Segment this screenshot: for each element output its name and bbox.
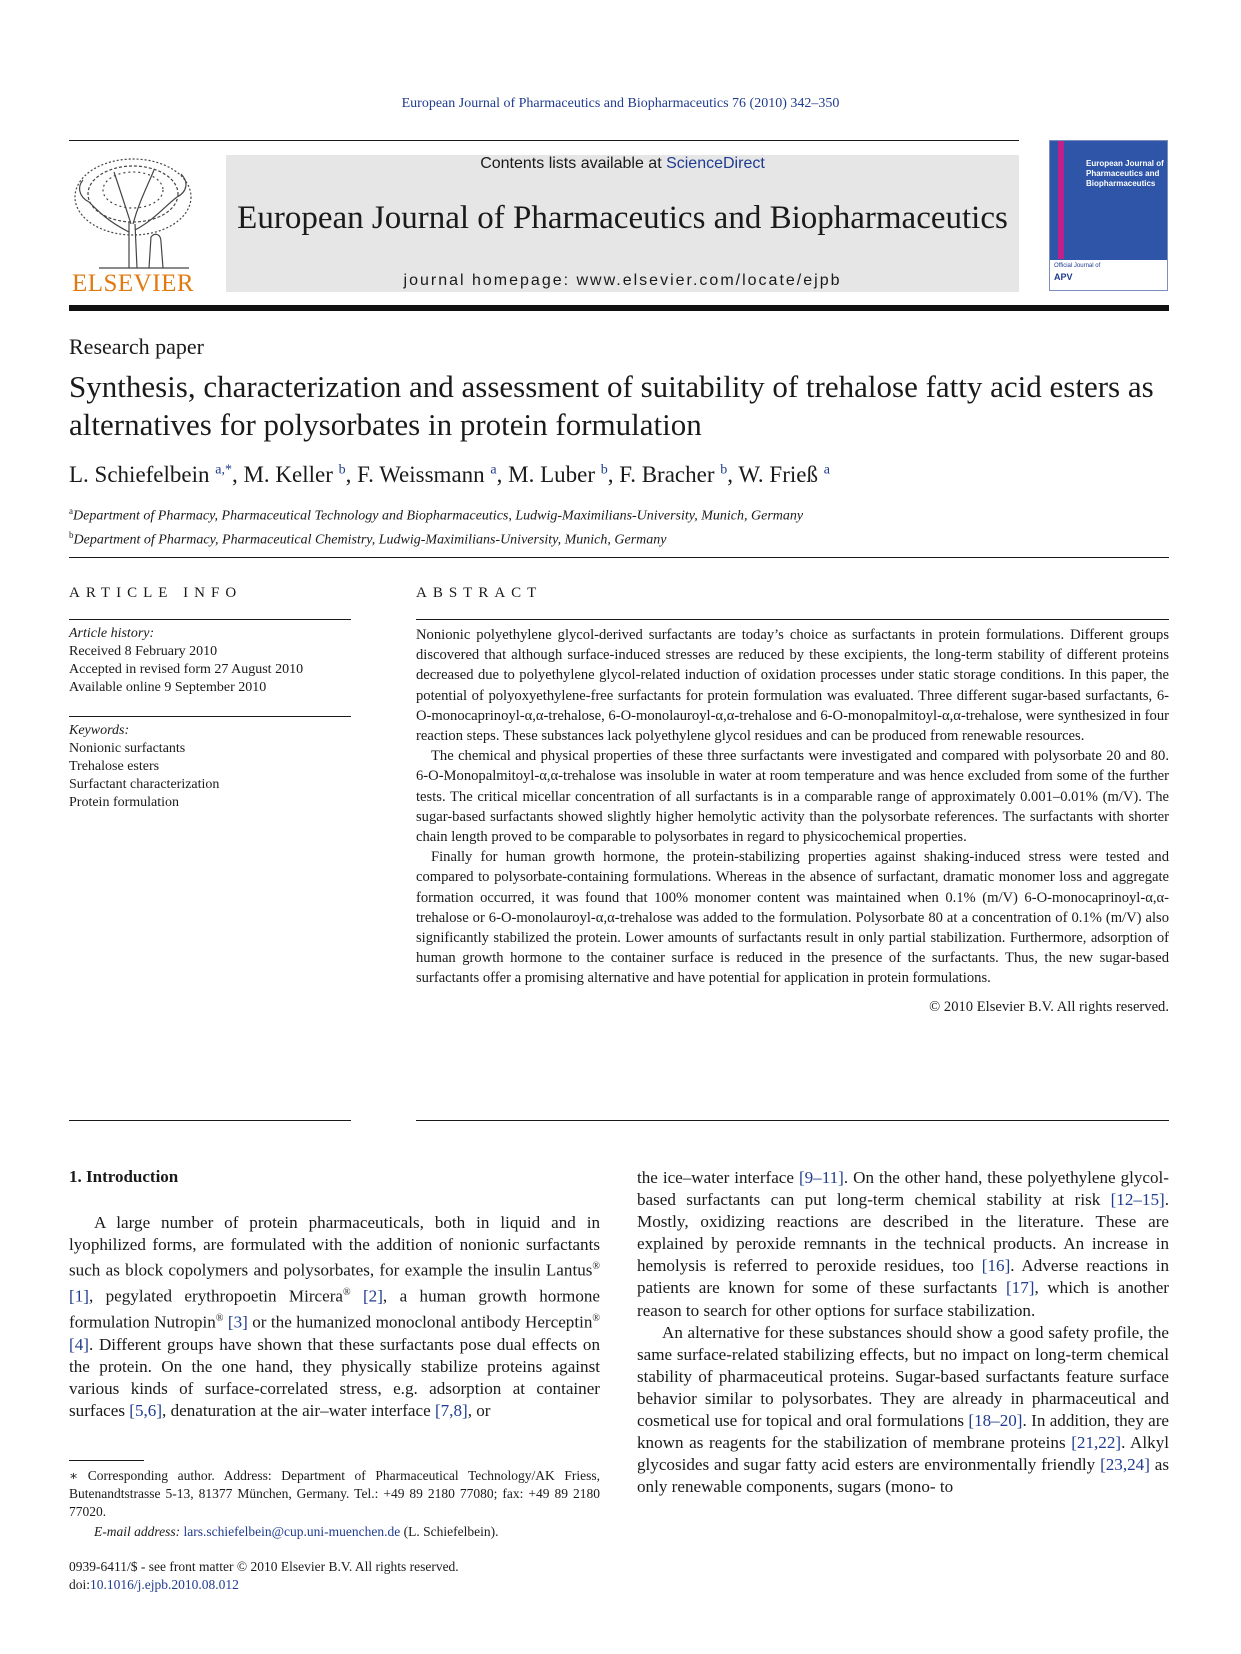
author-name: F. Weissmann xyxy=(357,462,485,487)
keyword-item: Trehalose esters xyxy=(69,759,160,774)
citation-link[interactable]: [17] xyxy=(1005,1278,1035,1298)
affiliation-mark: a xyxy=(69,506,73,516)
abstract-paragraph: Finally for human growth hormone, the protein-stabilizing properties against shaking-induced stress were tested and compared to polysorbate-containing formulations. Whereas in the absence of surfactant, dramatic monomer loss and aggregate formation occurred, it was found that 100% monomer content was maintained when 0.1% (m/V) 6-O-monocaprinoyl-α,α-trehalose or 6-O-monolauroyl-α,α-trehalose was added to the formulation. Polysorbate 80 at a concentration of 0.1% (m/V) also significantly stabilized the protein. Lower amounts of surfactants result in only partial stabilization. Furthermore, adsorption of human growth hormone to the container surface is reduced in the presence of the surfactants. Thus, the new sugar-based surfactants offer a promising alternative and have potential for application in protein formulations. xyxy=(416,849,1169,987)
keywords-rule xyxy=(69,716,351,717)
body-text: , or xyxy=(467,1400,491,1420)
affiliation xyxy=(69,526,1169,550)
citation-link[interactable]: [21,22] xyxy=(1071,1433,1122,1453)
email-link[interactable]: lars.schiefelbein@cup.uni-muenchen.de xyxy=(183,1524,401,1539)
keyword-items xyxy=(69,740,351,812)
corresponding-author-note: ∗ Corresponding author. Address: Department of Pharmaceutical Technology/AK Friess, Butenandtstrasse 5-13, 81377 München, Germany. Tel.: +49 89 2180 77080; fax: +49 89 2180 77020. xyxy=(69,1468,600,1519)
tree-icon xyxy=(69,152,197,270)
body-text xyxy=(351,1287,363,1306)
elsevier-logo xyxy=(69,152,197,297)
cover-footer xyxy=(1050,259,1167,290)
history-item: Received 8 February 2010 xyxy=(69,644,218,659)
registered-mark: ® xyxy=(342,1286,351,1298)
journal-cover-thumbnail xyxy=(1049,140,1168,291)
article-info-bottom-rule xyxy=(69,1120,351,1121)
body-text: , which is another reason to search for other options for surface stabilization. xyxy=(637,1278,1170,1320)
abstract-paragraph: Nonionic polyethylene glycol-derived surfactants are today’s choice as surfactants in protein formulations. Different groups discovered that although surface-induced stresses are reduced by these excipients, the long-term stability of different proteins decreased due to polyethylene glycol-related induction of oxidation processes under static storage conditions. In this paper, the potential of polyoxyethylene-free surfactants for protein formulation was evaluated. Three different sugar-based surfactants, 6-O-monocaprinoyl-α,α-trehalose, 6-O-monolauroyl-α,α-trehalose and 6-O-monopalmitoyl-α,α-trehalose, were synthesized in four reaction steps. These substances lack polyethylene glycol residues and can be produced from renewable resources. xyxy=(416,627,1169,745)
author-marks[interactable]: a xyxy=(823,462,830,478)
email-note xyxy=(69,1523,600,1541)
body-paragraph xyxy=(637,1322,1169,1499)
journal-banner xyxy=(226,155,1019,292)
author-marks[interactable]: a,* xyxy=(215,462,232,478)
author-name: F. Bracher xyxy=(619,462,715,487)
abstract-paragraph: The chemical and physical properties of these three surfactants were investigated and compared with polysorbate 20 and 80. 6-O-Monopalmitoyl-α,α-trehalose was insoluble in water at room temperature and was hence excluded from some of the further tests. The critical micellar concentration of all surfactants is in a comparable range of approximately 0.001–0.01% (m/V). The sugar-based surfactants showed slightly higher hemolytic activity than the polysorbate references. The surfactants with shorter chain length proved to be comparable to polysorbates in regard to physicochemical properties. xyxy=(416,748,1169,846)
history-items xyxy=(69,643,351,697)
header-rule xyxy=(69,140,1019,141)
citation-link[interactable]: [1] xyxy=(69,1286,89,1306)
body-paragraph xyxy=(637,1167,1169,1322)
cover-apv-logo: APV xyxy=(1054,272,1073,282)
author-name: M. Luber xyxy=(508,462,595,487)
keyword-item: Surfactant characterization xyxy=(69,777,220,792)
cover-title: European Journal of Pharmaceutics and Biopharmaceutics xyxy=(1086,159,1164,188)
article-title: Synthesis, characterization and assessment of suitability of trehalose fatty acid esters as alternatives for polysorbates in protein formulation xyxy=(69,369,1154,442)
issn: 0939-6411/$ - see front matter © 2010 Elsevier B.V. All rights reserved. xyxy=(69,1559,459,1574)
article-info-rule xyxy=(69,619,351,620)
affiliation-text: Department of Pharmacy, Pharmaceutical Technology and Biopharmaceutics, Ludwig-Maximilians-University, Munich, Germany xyxy=(73,508,804,524)
body-text: or the humanized monoclonal antibody Herceptin xyxy=(247,1312,593,1332)
citation-link[interactable]: [3] xyxy=(227,1312,248,1332)
body-text: . Adverse reactions in patients are known for some of these surfactants xyxy=(637,1256,1170,1298)
keywords-label: Keywords: xyxy=(69,723,130,738)
history-item: Accepted in revised form 27 August 2010 xyxy=(69,662,304,677)
citation-link[interactable]: [18–20] xyxy=(968,1411,1023,1431)
section-heading-introduction: 1. Introduction xyxy=(69,1167,179,1186)
citation-link[interactable]: [2] xyxy=(362,1286,383,1306)
body-text: . Different groups have shown that these surfactants pose dual effects on the protein. On the one hand, they physically stabilize proteins against various kinds of surface-correlated stress, e.g. adsorption at container surfaces xyxy=(69,1334,600,1420)
citation-link[interactable]: [5,6] xyxy=(129,1400,163,1420)
body-text: . In addition, they are known as reagents for the stabilization of membrane proteins xyxy=(637,1411,1169,1453)
author-list: L. Schiefelbein $^{a,*}$, M. Keller $^b$, F. Weissmann $^a$, M. Luber $^b$, F. Bracher $^b$, W. Frieß $^a$ xyxy=(69,462,830,487)
body-text: . Mostly, oxidizing reactions are described in the literature. These are explained by peroxide remnants in the technical products. An increase in hemolysis is referred to peroxide residues, too xyxy=(637,1190,1169,1276)
author-name: M. Keller xyxy=(243,462,333,487)
author-name: L. Schiefelbein xyxy=(69,462,210,487)
author-name: W. Frieß xyxy=(738,462,818,487)
affiliation-text: Department of Pharmacy, Pharmaceutical Chemistry, Ludwig-Maximilians-University, Munich, Germany xyxy=(73,532,667,548)
history-label: Article history: xyxy=(69,626,155,641)
issn-line xyxy=(69,1558,459,1594)
sciencedirect-link[interactable]: ScienceDirect xyxy=(666,155,765,172)
citation-link[interactable]: [16] xyxy=(981,1256,1011,1276)
doi-label: doi: xyxy=(69,1577,91,1592)
abstract-rule xyxy=(416,619,1169,620)
title-rule xyxy=(69,557,1169,558)
body-paragraph xyxy=(69,1212,600,1422)
keywords xyxy=(69,722,351,812)
header-thick-rule xyxy=(69,305,1169,311)
affiliations xyxy=(69,502,1169,549)
journal-homepage[interactable]: journal homepage: www.elsevier.com/locate/ejpb xyxy=(403,272,842,289)
citation-link[interactable]: [4] xyxy=(69,1334,89,1354)
contents-line xyxy=(226,155,1019,173)
history-item: Available online 9 September 2010 xyxy=(69,680,267,695)
affiliation xyxy=(69,502,1169,526)
body-text: , denaturation at the air–water interface xyxy=(162,1400,435,1420)
body-column-left xyxy=(69,1212,600,1422)
journal-name: European Journal of Pharmaceutics and Biopharmaceutics xyxy=(237,200,1008,236)
registered-mark: ® xyxy=(592,1261,600,1273)
body-text: A large number of protein pharmaceuticals, both in liquid and in lyophilized forms, are formulated with the addition of nonionic surfactants such as block copolymers and polysorbates, for example the insulin Lantus xyxy=(69,1213,600,1280)
body-column-right xyxy=(637,1167,1169,1498)
doi-link[interactable]: 10.1016/j.ejpb.2010.08.012 xyxy=(90,1577,239,1592)
footnote-rule xyxy=(69,1460,144,1461)
author-marks[interactable]: b xyxy=(338,462,346,478)
body-text: as only renewable components, sugars (mono- to xyxy=(637,1455,1169,1497)
author-marks[interactable]: b xyxy=(720,462,728,478)
abstract-body xyxy=(416,625,1169,1017)
contents-prefix: Contents lists available at xyxy=(480,155,667,172)
article-type: Research paper xyxy=(69,334,204,359)
body-text: , pegylated erythropoetin Mircera xyxy=(88,1286,343,1306)
keyword-item: Nonionic surfactants xyxy=(69,741,186,756)
email-name: (L. Schiefelbein). xyxy=(400,1524,499,1539)
author-marks[interactable]: a xyxy=(490,462,497,478)
registered-mark: ® xyxy=(215,1312,224,1324)
body-text: An alternative for these substances should show a good safety profile, the same surface-related stabilizing effects, but no impact on long-term chemical stability of pharmaceutical proteins. Sugar-based surfactants feature surface behavior similar to polysorbates. They are already in pharmaceutical and cosmetical use for topical and oral formulations xyxy=(637,1322,1169,1431)
abstract-bottom-rule xyxy=(416,1120,1169,1121)
abstract-copyright: © 2010 Elsevier B.V. All rights reserved. xyxy=(929,998,1169,1015)
article-history xyxy=(69,625,351,697)
body-text: . On the other hand, these polyethylene glycol-based surfactants can put long-term chemical stability at risk xyxy=(637,1168,1169,1210)
doi-line xyxy=(69,1576,459,1594)
keyword-item: Protein formulation xyxy=(69,795,180,810)
cover-official: Official Journal of xyxy=(1054,263,1101,269)
abstract-heading: ABSTRACT xyxy=(416,585,543,601)
abstract-paragraphs xyxy=(416,625,1169,989)
body-text: , a human growth hormone formulation Nutropin xyxy=(69,1286,601,1332)
elsevier-wordmark: ELSEVIER xyxy=(71,270,195,297)
footnotes xyxy=(69,1467,600,1541)
citation-link[interactable]: [7,8] xyxy=(434,1400,468,1420)
registered-mark: ® xyxy=(592,1312,600,1324)
body-text: . Alkyl glycosides and sugar fatty acid esters are environmentally friendly xyxy=(637,1433,1169,1475)
journal-citation[interactable]: European Journal of Pharmaceutics and Biopharmaceutics 76 (2010) 342–350 xyxy=(401,96,840,111)
email-label: E-mail address: xyxy=(94,1524,184,1539)
author-marks[interactable]: b xyxy=(600,462,608,478)
body-text: the ice–water interface xyxy=(637,1168,799,1187)
article-info-heading: ARTICLE INFO xyxy=(69,585,243,601)
affiliation-mark: b xyxy=(69,529,74,540)
citation-link[interactable]: [23,24] xyxy=(1100,1455,1150,1475)
citation-link[interactable]: [12–15] xyxy=(1110,1190,1165,1210)
citation-link[interactable]: [9–11] xyxy=(798,1168,844,1187)
